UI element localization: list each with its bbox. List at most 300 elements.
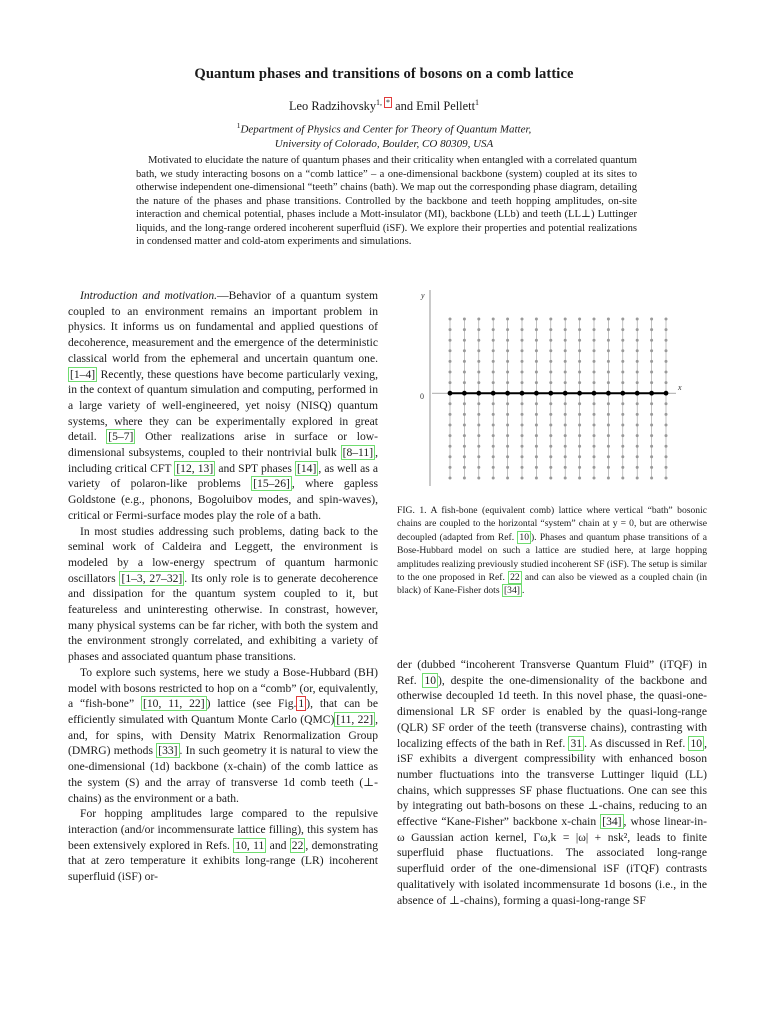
bath-site (636, 339, 639, 342)
bath-site (621, 318, 624, 321)
bath-site (607, 455, 610, 458)
bath-site (549, 402, 552, 405)
bath-site (621, 339, 624, 342)
text-span: ), that can be efficiently simulated with Quantum Monte Carlo (QMC) (68, 697, 379, 726)
text-span: . As discussed in Ref. (584, 736, 686, 750)
bath-site (463, 466, 466, 469)
bath-site (549, 371, 552, 374)
author-list (0, 98, 768, 114)
bath-site (477, 445, 480, 448)
bath-site (593, 402, 596, 405)
text-span: and can also be viewed as a coupled chain (in black) of Kane-Fisher dots (397, 572, 708, 597)
bath-site (535, 318, 538, 321)
bath-site (449, 466, 452, 469)
bath-site (578, 424, 581, 427)
bath-site (492, 349, 495, 352)
bath-site (506, 349, 509, 352)
text-span: . Its only role is to generate decoherence and dissipation for the quantum system coupled to it, but featureless and uninteresting otherwise. In constrast, however, many physical systems can be far richer, with both the system and the environment strongly correlated, and exhibiting a variety of phases and associated quantum phase transitions. (68, 571, 378, 664)
bath-site (492, 381, 495, 384)
bath-site (463, 328, 466, 331)
citation-link[interactable]: [10, 11, 22] (142, 697, 205, 711)
bath-site (564, 434, 567, 437)
bath-site (477, 360, 480, 363)
paragraph (68, 524, 378, 665)
left-column (68, 288, 378, 885)
bath-site (607, 434, 610, 437)
citation-link[interactable]: [14] (297, 461, 317, 475)
citation-link[interactable]: 10 (519, 531, 529, 543)
bath-site (506, 466, 509, 469)
text-span: , whose linear-in-ω Gaussian action kernel, Γω,k = |ω| + nsk², leads to finite superfluid phase fluctuations. The associated long-range superfluid order of the one-dimensional iSF (iTQF) contrasts qualitatively with isolated incommensurate 1d bosons (i.e., in the absence of ⊥-chains), forming a quasi-long-range SF (397, 815, 708, 907)
text-span: , and, for spins, with Density Matrix Renormalization Group (DMRG) methods (68, 712, 378, 758)
bath-site (535, 445, 538, 448)
paragraph (397, 657, 707, 908)
text-span: For hopping amplitudes large compared to the repulsive interaction (and/or incommensurate lattice filling), this system has been extensively explored in Refs. (68, 807, 378, 852)
system-site (476, 391, 481, 396)
author-name: Leo Radzihovsky (288, 99, 377, 114)
bath-site (535, 402, 538, 405)
bath-site (665, 339, 668, 342)
bath-site (521, 413, 524, 416)
bath-site (521, 466, 524, 469)
bath-site (449, 445, 452, 448)
bath-site (506, 328, 509, 331)
text-span: ), despite the one-dimensionality of the backbone and otherwise decoupled 1d teeth. In this novel phase, the quasi-one-dimensional LR SF order is enabled by the quasi-long-range (QLR) SF order of the teeth (transverse chains), contrasting with localizing effects of the bath in Ref. (397, 673, 707, 750)
bath-site (636, 381, 639, 384)
bath-site (535, 434, 538, 437)
bath-site (636, 413, 639, 416)
bath-site (665, 371, 668, 374)
bath-site (621, 455, 624, 458)
bath-site (492, 434, 495, 437)
bath-site (549, 434, 552, 437)
bath-site (665, 381, 668, 384)
bath-site (463, 371, 466, 374)
bath-site (535, 328, 538, 331)
system-site (448, 391, 453, 396)
bath-site (650, 424, 653, 427)
bath-site (578, 434, 581, 437)
bath-site (521, 349, 524, 352)
bath-site (607, 318, 610, 321)
bath-site (535, 413, 538, 416)
bath-site (593, 413, 596, 416)
bath-site (636, 445, 639, 448)
text-span: To explore such systems, here we study a Bose-Hubbard (BH) model with bosons restricted to hop on a “comb” (or, equivalently, a “fish-bone” (68, 665, 378, 711)
bath-site (521, 424, 524, 427)
bath-site (492, 402, 495, 405)
bath-site (535, 339, 538, 342)
bath-site (506, 413, 509, 416)
bath-site (521, 318, 524, 321)
bath-site (593, 318, 596, 321)
bath-site (665, 445, 668, 448)
bath-site (506, 402, 509, 405)
bath-site (492, 424, 495, 427)
bath-site (578, 360, 581, 363)
system-site (491, 391, 496, 396)
bath-site (521, 328, 524, 331)
bath-site (449, 328, 452, 331)
bath-site (521, 445, 524, 448)
bath-site (593, 360, 596, 363)
bath-site (607, 402, 610, 405)
bath-site (593, 371, 596, 374)
bath-site (564, 455, 567, 458)
fishbone-lattice-figure (412, 286, 702, 486)
bath-site (621, 360, 624, 363)
affiliation-line: Department of Physics and Center for Theory of Quantum Matter, (240, 123, 532, 136)
bath-site (463, 349, 466, 352)
bath-site (650, 318, 653, 321)
bath-site (607, 424, 610, 427)
bath-site (521, 381, 524, 384)
bath-site (564, 328, 567, 331)
bath-site (578, 381, 581, 384)
bath-site (665, 424, 668, 427)
figure-link[interactable]: 1 (298, 697, 305, 711)
bath-site (492, 477, 495, 480)
affiliation-mark: 1 (236, 121, 241, 130)
bath-site (607, 339, 610, 342)
bath-site (549, 445, 552, 448)
bath-site (578, 339, 581, 342)
bath-site (492, 413, 495, 416)
citation-link[interactable]: [5–7] (108, 430, 134, 444)
bath-site (564, 349, 567, 352)
bath-site (621, 328, 624, 331)
system-site (534, 391, 539, 396)
bath-site (449, 360, 452, 363)
bath-site (665, 318, 668, 321)
citation-link[interactable]: 10 (690, 736, 703, 750)
bath-site (449, 477, 452, 480)
bath-site (564, 445, 567, 448)
bath-site (549, 318, 552, 321)
system-site (520, 391, 525, 396)
bath-site (593, 455, 596, 458)
system-site (548, 391, 553, 396)
system-site (592, 391, 597, 396)
bath-site (578, 402, 581, 405)
text-span: ). Phases and quantum phase transitions of a Bose-Hubbard model on such a lattice are studied here, at large hopping amplitudes realizing previously studied incoherent SF (iSF). The setup is similar to the one proposed in Ref. (397, 531, 707, 584)
bath-site (636, 434, 639, 437)
bath-site (463, 339, 466, 342)
bath-site (477, 455, 480, 458)
bath-site (636, 371, 639, 374)
text-span: , as well as a variety of polaron-like problems (68, 461, 378, 491)
citation-link[interactable]: 10, 11 (235, 838, 265, 852)
bath-site (564, 339, 567, 342)
bath-site (607, 349, 610, 352)
bath-site (578, 349, 581, 352)
citation-link[interactable]: [8–11] (342, 446, 374, 460)
bath-site (477, 349, 480, 352)
system-site (505, 391, 510, 396)
bath-site (477, 402, 480, 405)
bath-site (593, 424, 596, 427)
bath-site (578, 371, 581, 374)
bath-site (449, 339, 452, 342)
bath-site (593, 328, 596, 331)
bath-site (607, 371, 610, 374)
section-runin-heading: Introduction and motivation. (80, 289, 218, 302)
text-span: , demonstrating that at zero temperature it exhibits long-range (LR) incoherent superfluid (iSF) or- (68, 838, 378, 884)
bath-site (535, 360, 538, 363)
citation-link[interactable]: [34] (503, 585, 520, 597)
bath-site (607, 445, 610, 448)
bath-site (449, 402, 452, 405)
system-site (620, 391, 625, 396)
bath-site (521, 455, 524, 458)
citation-link[interactable]: 10 (424, 673, 437, 687)
bath-site (593, 445, 596, 448)
text-span: . In such geometry it is natural to view the one-dimensional (1d) backbone (x-chain) of the comb lattice as the system (S) and the array of transverse 1d comb teeth (⊥-chains) as the environment or a bath. (68, 744, 378, 805)
bath-site (506, 371, 509, 374)
system-site (664, 391, 669, 396)
bath-site (506, 424, 509, 427)
citation-link[interactable]: [11, 22] (336, 712, 374, 726)
bath-site (564, 477, 567, 480)
bath-site (578, 455, 581, 458)
bath-site (521, 402, 524, 405)
bath-site (449, 455, 452, 458)
bath-site (477, 371, 480, 374)
bath-site (564, 424, 567, 427)
bath-site (650, 402, 653, 405)
bath-site (449, 371, 452, 374)
author-name: Emil Pellett (416, 99, 476, 114)
citation-link[interactable]: [15–26] (253, 477, 290, 491)
text-span: Recently, these questions have become particularly vexing, in the context of quantum simulation and computing, performed in a large variety of well-engineered, yet noisy (NISQ) quantum systems, where they can be experimentally explored in great detail. (68, 367, 379, 444)
bath-site (593, 339, 596, 342)
bath-site (650, 339, 653, 342)
affiliation-line: University of Colorado, Boulder, CO 80309, USA (274, 137, 494, 150)
author-affiliation-mark: 1, * (376, 98, 391, 107)
bath-site (477, 477, 480, 480)
bath-site (593, 434, 596, 437)
citation-link[interactable]: 22 (291, 838, 304, 852)
bath-site (593, 477, 596, 480)
bath-site (578, 328, 581, 331)
citation-link[interactable]: [34] (602, 815, 622, 829)
citation-link[interactable]: [12, 13] (176, 461, 214, 475)
bath-site (650, 466, 653, 469)
bath-site (607, 381, 610, 384)
bath-site (564, 318, 567, 321)
citation-link[interactable]: 31 (570, 736, 583, 750)
bath-site (549, 349, 552, 352)
bath-site (593, 466, 596, 469)
system-site (462, 391, 467, 396)
bath-site (477, 466, 480, 469)
bath-site (535, 371, 538, 374)
bath-site (665, 434, 668, 437)
bath-site (621, 466, 624, 469)
bath-site (607, 477, 610, 480)
bath-site (665, 402, 668, 405)
bath-site (549, 339, 552, 342)
bath-site (535, 477, 538, 480)
bath-site (506, 360, 509, 363)
bath-site (593, 381, 596, 384)
bath-site (650, 381, 653, 384)
bath-site (535, 349, 538, 352)
bath-site (578, 477, 581, 480)
bath-site (506, 445, 509, 448)
bath-site (463, 477, 466, 480)
system-site (649, 391, 654, 396)
bath-site (477, 413, 480, 416)
bath-site (636, 402, 639, 405)
system-site (577, 391, 582, 396)
bath-site (621, 413, 624, 416)
bath-site (665, 349, 668, 352)
bath-site (492, 360, 495, 363)
bath-site (636, 455, 639, 458)
bath-site (665, 455, 668, 458)
system-site (635, 391, 640, 396)
bath-site (665, 328, 668, 331)
bath-site (621, 349, 624, 352)
text-span: In most studies addressing such problems, dating back to the seminal work of Caldeira and Leggett, the environment is modeled by a low-energy spectrum of quantum harmonic oscillators (68, 524, 378, 585)
paragraph (68, 806, 378, 885)
abstract: Motivated to elucidate the nature of quantum phases and their criticality when entangled with a correlated quantum bath, we study interacting bosons on a “comb lattice” – a one-dimensional backbone (system) coupled at its sites to otherwise independent one-dimensional “teeth” chains (bath). We map out the corresponding phase diagram, detailing the nature of the phases and phase transitions. Controlled by the backbone and teeth hopping amplitudes, on-site interaction and chemical potential, phases include a Mott-insulator (MI), backbone (LLb) and teeth (LL⊥) Luttinger liquids, and the long-range ordered incoherent superfluid (iSF). We explore their properties and potential realizations in condensed matter and cold-atom experiments and simulations. (136, 155, 637, 247)
text-span: , including critical CFT (68, 446, 378, 475)
bath-site (578, 466, 581, 469)
bath-site (636, 360, 639, 363)
author-conjunction: and (395, 99, 414, 114)
bath-site (521, 339, 524, 342)
bath-site (477, 318, 480, 321)
bath-site (593, 349, 596, 352)
bath-site (506, 455, 509, 458)
citation-link[interactable]: [33] (158, 744, 178, 758)
bath-site (650, 455, 653, 458)
paper-title: Quantum phases and transitions of bosons on a comb lattice (194, 66, 574, 82)
bath-site (636, 328, 639, 331)
author-affiliation-mark: 1 (475, 98, 480, 107)
bath-site (463, 434, 466, 437)
bath-site (463, 402, 466, 405)
bath-site (549, 381, 552, 384)
bath-site (564, 402, 567, 405)
bath-site (463, 424, 466, 427)
bath-site (477, 424, 480, 427)
bath-site (578, 413, 581, 416)
citation-link[interactable]: [1–3, 27–32] (121, 571, 183, 585)
system-site (606, 391, 611, 396)
bath-site (449, 434, 452, 437)
text-span: and SPT phases (218, 461, 292, 475)
bath-site (665, 466, 668, 469)
bath-site (492, 371, 495, 374)
right-column (397, 657, 707, 908)
bath-site (636, 466, 639, 469)
bath-site (650, 328, 653, 331)
bath-site (449, 349, 452, 352)
bath-site (650, 360, 653, 363)
bath-site (449, 381, 452, 384)
bath-site (636, 349, 639, 352)
bath-site (477, 434, 480, 437)
bath-site (549, 328, 552, 331)
bath-site (521, 477, 524, 480)
text-span: Other realizations arise in surface or low-dimensional subsystems, coupled to their nontrivial bulk (68, 430, 378, 460)
text-span: and (269, 838, 287, 852)
bath-site (521, 360, 524, 363)
bath-site (564, 381, 567, 384)
bath-site (506, 339, 509, 342)
bath-site (463, 381, 466, 384)
citation-link[interactable]: 22 (510, 572, 520, 584)
figure-caption (397, 504, 707, 598)
bath-site (449, 413, 452, 416)
bath-site (492, 445, 495, 448)
text-span: ) lattice (see Fig. (206, 697, 297, 711)
citation-link[interactable]: [1–4] (70, 367, 96, 381)
footnote-link[interactable]: * (386, 98, 391, 107)
bath-site (621, 424, 624, 427)
bath-site (449, 318, 452, 321)
bath-site (477, 381, 480, 384)
bath-site (564, 413, 567, 416)
bath-site (506, 318, 509, 321)
paragraph (68, 288, 378, 524)
bath-site (665, 477, 668, 480)
lattice-group (432, 318, 676, 480)
bath-site (549, 477, 552, 480)
bath-site (607, 413, 610, 416)
origin-label: 0 (420, 392, 424, 401)
bath-site (607, 328, 610, 331)
bath-site (463, 360, 466, 363)
bath-site (521, 434, 524, 437)
bath-site (621, 371, 624, 374)
bath-site (477, 339, 480, 342)
bath-site (549, 424, 552, 427)
bath-site (535, 424, 538, 427)
bath-site (449, 424, 452, 427)
bath-site (636, 424, 639, 427)
system-site (563, 391, 568, 396)
bath-site (621, 434, 624, 437)
bath-site (549, 413, 552, 416)
y-axis-label: y (421, 291, 425, 300)
bath-site (564, 360, 567, 363)
text-span: . (521, 585, 525, 597)
bath-site (578, 318, 581, 321)
x-axis-label: x (678, 383, 682, 392)
bath-site (463, 318, 466, 321)
bath-site (621, 477, 624, 480)
bath-site (535, 381, 538, 384)
bath-site (650, 445, 653, 448)
bath-site (665, 413, 668, 416)
bath-site (549, 360, 552, 363)
bath-site (665, 360, 668, 363)
paragraph (68, 665, 378, 806)
bath-site (463, 445, 466, 448)
bath-site (463, 455, 466, 458)
bath-site (549, 455, 552, 458)
bath-site (535, 466, 538, 469)
bath-site (521, 371, 524, 374)
bath-site (621, 402, 624, 405)
bath-site (564, 371, 567, 374)
bath-site (492, 339, 495, 342)
affiliation (0, 119, 768, 151)
